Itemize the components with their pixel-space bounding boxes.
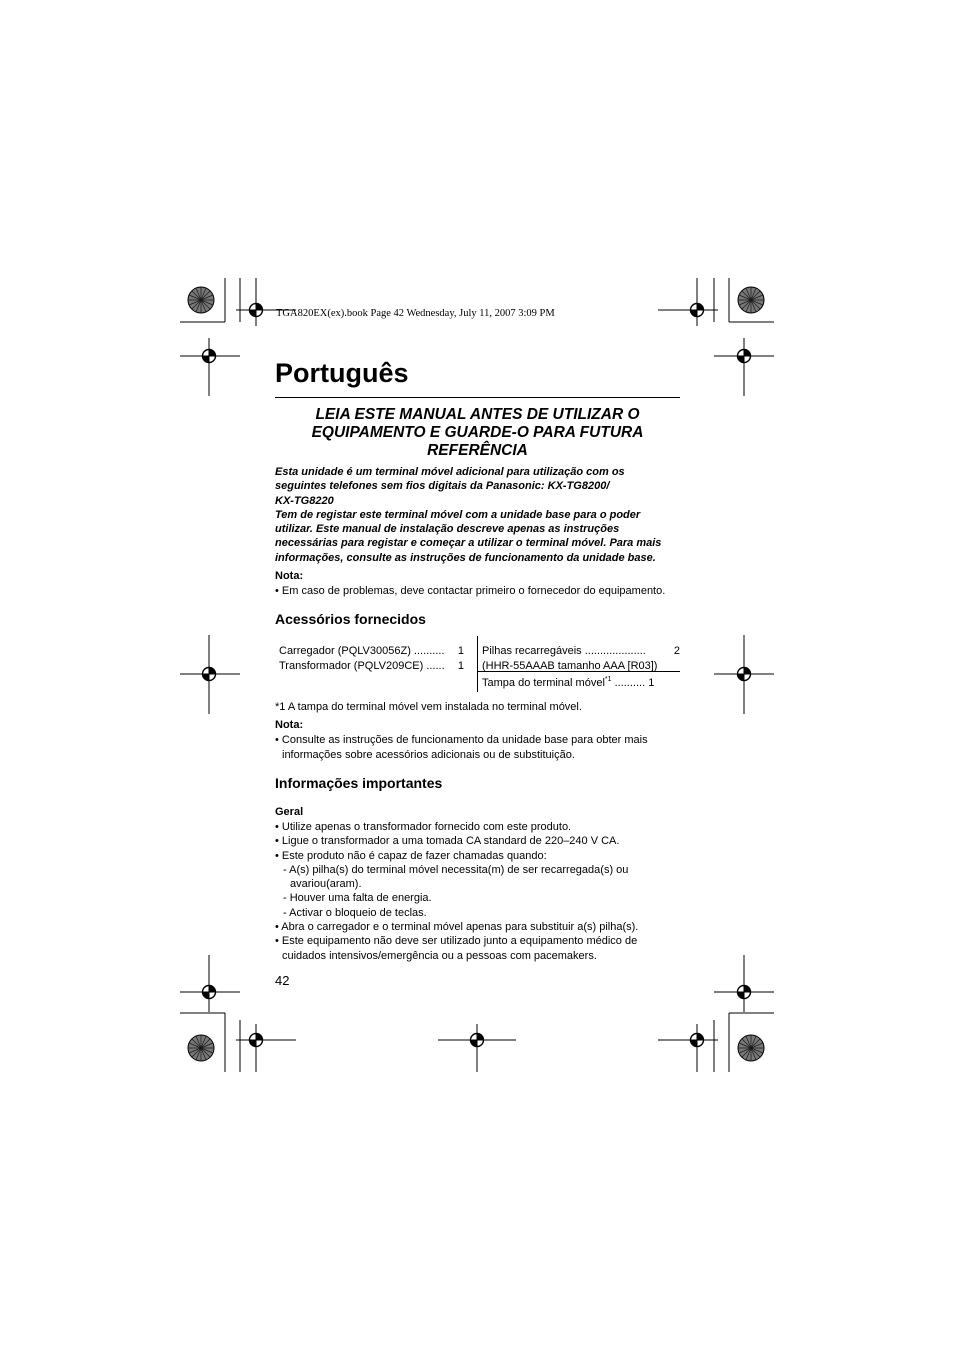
accessories-title: Acessórios fornecidos	[275, 611, 426, 628]
footnote: *1 A tampa do terminal móvel vem instalada no terminal móvel.	[275, 701, 582, 714]
bullet-line: informações sobre acessórios adicionais ou de substituição.	[282, 748, 575, 761]
bullet-line: cuidados intensivos/emergência ou a pessoas com pacemakers.	[282, 949, 597, 962]
page-content	[275, 355, 680, 963]
info-bullet: • Utilize apenas o transformador fornecido com este produto.	[275, 820, 572, 833]
accessories-left-column	[279, 644, 464, 673]
accessory-name: Pilhas recarregáveis ....................	[482, 645, 646, 658]
intro-paragraph-2	[275, 508, 680, 565]
important-info-title: Informações importantes	[275, 774, 443, 791]
intro-line: seguintes telefones sem fios digitais da Panasonic: KX-TG8200/	[275, 480, 610, 493]
info-bullet: • Abra o carregador e o terminal móvel apenas para substituir a(s) pilha(s).	[275, 921, 639, 934]
accessory-item	[482, 644, 680, 659]
accessory-name: Tampa do terminal móvel	[482, 677, 605, 690]
intro-line: Tem de registar este terminal móvel com a unidade base para o poder	[275, 508, 641, 521]
print-header: TGA820EX(ex).book Page 42 Wednesday, July 11, 2007 3:09 PM	[276, 308, 555, 319]
dash-line: - A(s) pilha(s) do terminal móvel necessita(m) de ser recarregada(s) ou	[283, 863, 629, 876]
table-divider	[477, 636, 478, 692]
main-heading	[275, 406, 680, 460]
intro-line: Esta unidade é um terminal móvel adicional para utilização com os	[275, 466, 625, 478]
bullet-line: • Este equipamento não deve ser utilizado junto a equipamento médico de	[275, 935, 638, 948]
info-dash-item: - Houver uma falta de energia.	[283, 892, 432, 905]
note-label: Nota:	[275, 719, 304, 732]
main-heading-line: EQUIPAMENTO E GUARDE-O PARA FUTURA	[311, 424, 644, 441]
accessory-detail: (HHR-55AAAB tamanho AAA [R03])	[482, 659, 658, 672]
note-bullet	[275, 733, 680, 762]
intro-line: necessárias para registar e começar a utilizar o terminal móvel. Para mais	[275, 537, 662, 550]
accessories-right-column	[482, 644, 680, 673]
info-dash-item	[275, 863, 680, 892]
footnote-marker: *1	[604, 676, 612, 684]
info-dash-item: - Activar o bloqueio de teclas.	[283, 906, 427, 919]
table-divider	[477, 671, 680, 672]
accessory-item	[482, 676, 680, 690]
accessory-name: Carregador (PQLV30056Z) ..........	[279, 645, 445, 658]
note-bullet: • Em caso de problemas, deve contactar primeiro o fornecedor do equipamento.	[275, 585, 666, 598]
accessory-item	[279, 644, 464, 659]
accessory-item	[279, 659, 464, 674]
language-title: Português	[275, 355, 680, 398]
main-heading-line: LEIA ESTE MANUAL ANTES DE UTILIZAR O	[315, 406, 640, 423]
info-bullet	[275, 934, 680, 963]
accessory-dots: ..........	[611, 677, 646, 690]
accessory-qty: 1	[648, 677, 655, 690]
accessory-qty: 1	[457, 659, 464, 672]
accessories-table	[275, 636, 680, 692]
page-number: 42	[275, 973, 290, 988]
intro-paragraph-1	[275, 465, 680, 508]
main-heading-line: REFERÊNCIA	[427, 442, 528, 459]
general-subtitle: Geral	[275, 805, 304, 818]
note-label: Nota:	[275, 570, 304, 583]
intro-line: informações, consulte as instruções de funcionamento da unidade base.	[275, 551, 656, 564]
dash-line: avariou(aram).	[290, 878, 362, 891]
accessory-qty: 1	[457, 645, 464, 658]
accessory-qty: 2	[673, 645, 680, 658]
intro-line: utilizar. Este manual de instalação descreve apenas as instruções	[275, 523, 620, 536]
info-bullet: • Ligue o transformador a uma tomada CA standard de 220–240 V CA.	[275, 835, 620, 848]
accessory-name: Transformador (PQLV209CE) ......	[279, 659, 445, 672]
intro-line: KX-TG8220	[275, 494, 334, 507]
bullet-line: • Consulte as instruções de funcionamento da unidade base para obter mais	[275, 734, 648, 747]
info-bullet: • Este produto não é capaz de fazer chamadas quando:	[275, 849, 547, 862]
